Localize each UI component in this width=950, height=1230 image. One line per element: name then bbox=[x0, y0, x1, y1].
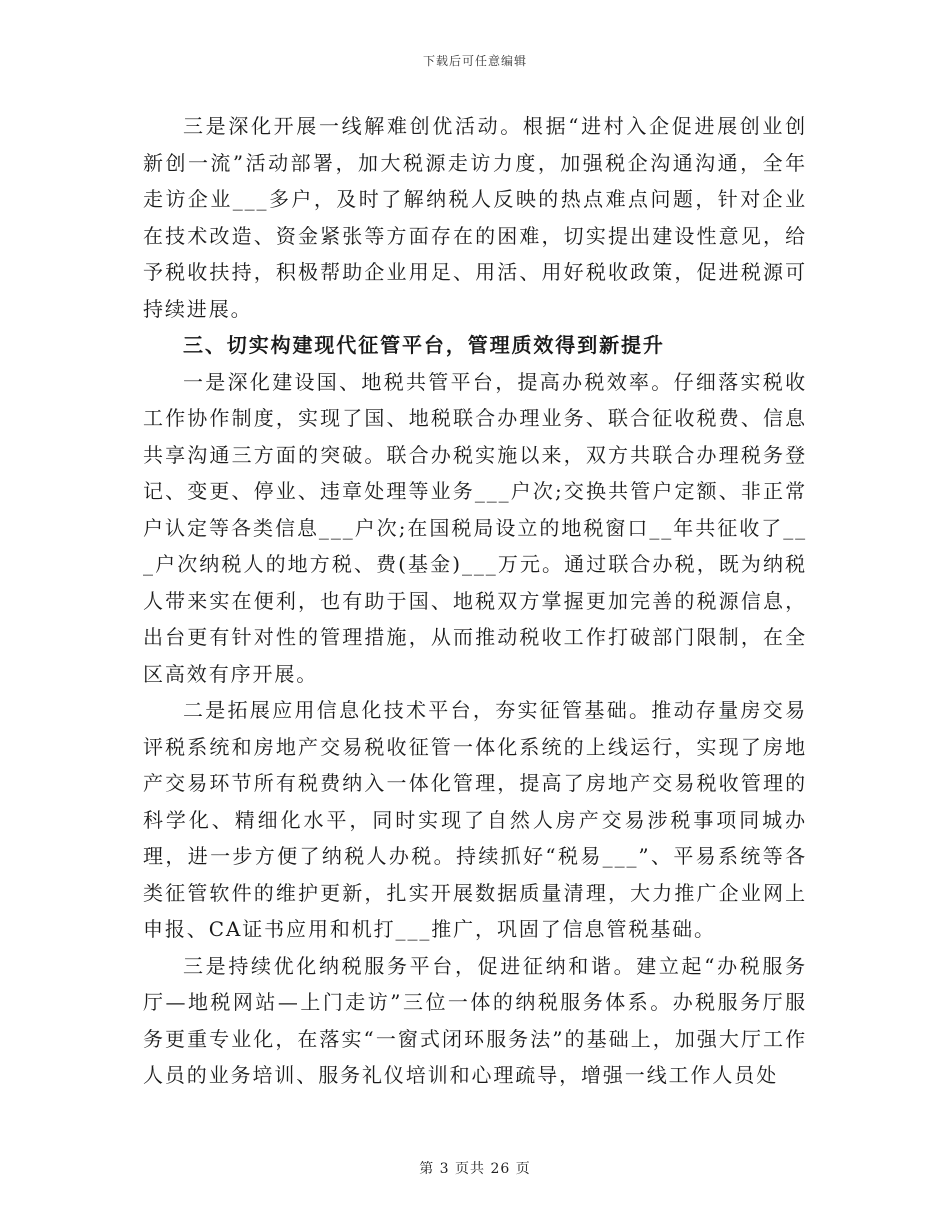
page-header-note: 下载后可任意编辑 bbox=[422, 54, 527, 68]
paragraph-service-platform: 三是持续优化纳税服务平台，促进征纳和谐。建立起“办税服务厅—地税网站—上门走访”三位一体的纳税服务体系。办税服务厅服务更重专业化，在落实“一窗式闭环服务法”的基础上，加强大厅工作人员的业务培训、服务礼仪培训和心理疏导，增强一线工作人员处 bbox=[143, 953, 807, 1087]
section-heading-3: 三、切实构建现代征管平台，管理质效得到新提升 bbox=[183, 333, 665, 357]
paragraph-it-platform: 二是拓展应用信息化技术平台，夯实征管基础。推动存量房交易评税系统和房地产交易税收征管一体化系统的上线运行，实现了房地产交易环节所有税费纳入一体化管理，提高了房地产交易税收管理的科学化、精细化水平，同时实现了自然人房产交易涉税事项同城办理，进一步方便了纳税人办税。持续抓好“税易___”、平易系统等各类征管软件的维护更新，扎实开展数据质量清理，大力推广企业网上申报、CA证书应用和机打___推广，巩固了信息管税基础。 bbox=[143, 698, 807, 941]
paragraph-joint-platform: 一是深化建设国、地税共管平台，提高办税效率。仔细落实税收工作协作制度，实现了国、地税联合办理业务、联合征收税费、信息共享沟通三方面的突破。联合办税实施以来，双方共联合办理税务登记、变更、停业、违章处理等业务___户次;交换共管户定额、非正常户认定等各类信息___户次;在国税局设立的地税窗口__年共征收了___户次纳税人的地方税、费(基金)___万元。通过联合办税，既为纳税人带来实在便利，也有助于国、地税双方掌握更加完善的税源信息，出台更有针对性的管理措施，从而推动税收工作打破部门限制，在全区高效有序开展。 bbox=[143, 369, 807, 686]
page-number: 第 3 页共 26 页 bbox=[419, 1161, 531, 1177]
document-body bbox=[143, 108, 807, 1094]
paragraph-visits: 三是深化开展一线解难创优活动。根据“进村入企促进展创业创新创一流”活动部署，加大税源走访力度，加强税企沟通沟通，全年走访企业___多户，及时了解纳税人反映的热点难点问题，针对企业在技术改造、资金紧张等方面存在的困难，切实提出建设性意见，给予税收扶持，积极帮助企业用足、用活、用好税收政策，促进税源可持续进展。 bbox=[143, 114, 807, 321]
